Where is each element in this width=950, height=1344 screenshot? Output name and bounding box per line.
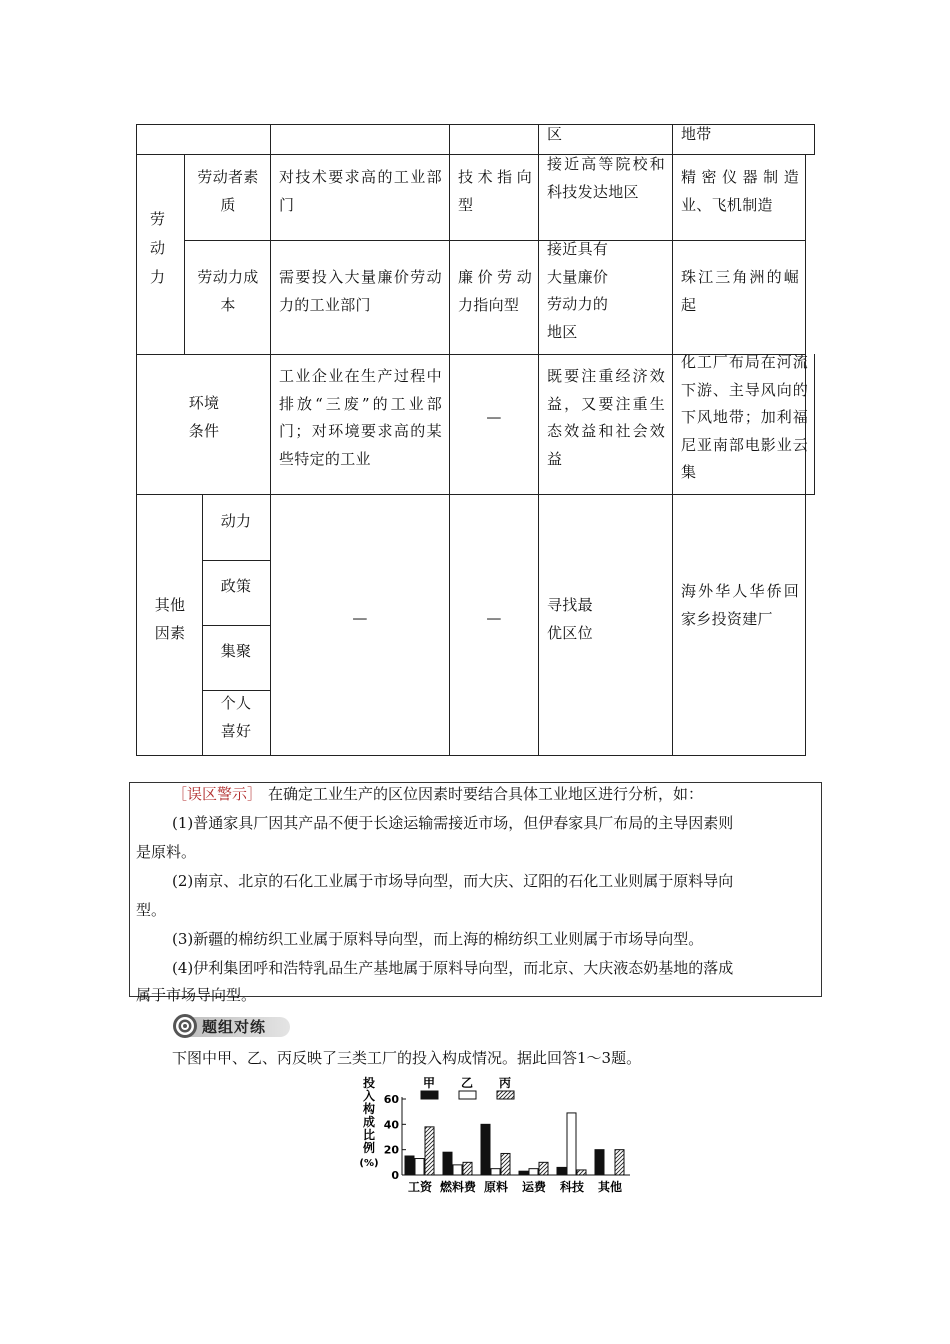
warning-item-4b: 属于市场导向型。 bbox=[136, 986, 257, 1004]
legend-label: 乙 bbox=[460, 1076, 474, 1090]
legend-label: 丙 bbox=[498, 1076, 512, 1090]
factor-labor-cost: 劳动力成本 bbox=[197, 268, 259, 314]
location-labor-cost-line2: 大量廉价 bbox=[547, 267, 609, 286]
group-other-line2: 因素 bbox=[154, 623, 186, 642]
factory-investment-chart bbox=[355, 1075, 645, 1200]
chart-legend bbox=[421, 1075, 514, 1099]
bar-乙-原料 bbox=[491, 1169, 500, 1175]
factor-other-preference-line2: 喜好 bbox=[220, 721, 252, 740]
y-axis-label bbox=[359, 1075, 378, 1169]
bar-乙-科技 bbox=[567, 1113, 576, 1175]
bar-甲-运费 bbox=[519, 1171, 528, 1175]
category-label: 运费 bbox=[521, 1180, 547, 1194]
factor-other-preference-line1: 个人 bbox=[220, 694, 252, 712]
warning-item-3: (3)新疆的棉纺织工业属于原料导向型，而上海的棉纺织工业则属于市场导向型。 bbox=[172, 930, 704, 948]
bar-丙-运费 bbox=[539, 1162, 548, 1175]
legend-label: 甲 bbox=[422, 1076, 436, 1090]
factor-other-policy: 政策 bbox=[220, 577, 252, 595]
y-label-char: 入 bbox=[362, 1089, 376, 1103]
warning-intro: 在确定工业生产的区位因素时要结合具体工业地区进行分析，如： bbox=[268, 785, 704, 803]
group-other-line1: 其他 bbox=[154, 596, 186, 614]
category-label: 科技 bbox=[559, 1180, 585, 1194]
section-title: 题组对练 bbox=[202, 1018, 267, 1036]
category-label: 工资 bbox=[407, 1180, 433, 1194]
category-label: 原料 bbox=[483, 1180, 509, 1194]
factor-environment bbox=[140, 390, 268, 445]
factor-environment-line1: 环境 bbox=[188, 394, 220, 412]
location-other-line2: 优区位 bbox=[547, 623, 593, 642]
location-labor-cost-line3: 劳动力的 bbox=[547, 295, 609, 313]
y-label-unit: (%) bbox=[359, 1158, 379, 1169]
category-label: 燃料费 bbox=[439, 1180, 477, 1194]
dept-labor-cost: 需要投入大量廉价劳动力的工业部门 bbox=[279, 268, 442, 314]
warning-label: ［误区警示］ bbox=[172, 785, 263, 803]
example-labor-quality: 精密仪器制造业、飞机制造 bbox=[681, 168, 799, 214]
legend-swatch bbox=[497, 1091, 514, 1099]
section-header bbox=[172, 1013, 292, 1039]
bar-丙-科技 bbox=[577, 1170, 586, 1175]
y-label-char: 投 bbox=[362, 1076, 376, 1090]
chart-bars bbox=[405, 1113, 624, 1175]
example-environment: 化工厂布局在河流下游、主导风向的下风地带；加利福尼亚南部电影业云集 bbox=[681, 353, 808, 481]
bar-甲-原料 bbox=[481, 1124, 490, 1175]
warning-item-4a: (4)伊利集团呼和浩特乳品生产基地属于原料导向型，而北京、大庆液态奶基地的落成 bbox=[172, 959, 734, 977]
bar-甲-科技 bbox=[557, 1167, 566, 1175]
bar-乙-运费 bbox=[529, 1169, 538, 1175]
bar-乙-燃料费 bbox=[453, 1165, 462, 1175]
y-tick-label: 20 bbox=[383, 1143, 399, 1157]
group-labor-label: 劳动力 bbox=[150, 210, 166, 286]
y-label-char: 例 bbox=[362, 1141, 376, 1155]
cell-row0-location: 区 bbox=[547, 125, 563, 143]
type-other: — bbox=[486, 609, 502, 627]
dept-labor-quality: 对技术要求高的工业部门 bbox=[279, 168, 442, 214]
y-label-char: 构 bbox=[362, 1102, 376, 1116]
factor-other-preference bbox=[204, 690, 268, 745]
bar-丙-燃料费 bbox=[463, 1162, 472, 1175]
factor-labor-quality: 劳动者素质 bbox=[197, 168, 259, 214]
dept-environment: 工业企业在生产过程中排放“三废”的工业部门；对环境要求高的某些特定的工业 bbox=[279, 367, 442, 468]
example-labor-cost: 珠江三角洲的崛起 bbox=[681, 268, 799, 314]
location-labor-cost bbox=[547, 236, 667, 346]
category-label: 其他 bbox=[597, 1180, 623, 1194]
factor-other-power: 动力 bbox=[220, 512, 252, 530]
legend-swatch bbox=[421, 1091, 438, 1099]
warning-item-2b: 型。 bbox=[136, 901, 167, 919]
example-other: 海外华人华侨回家乡投资建厂 bbox=[681, 582, 799, 628]
warning-item-1a: (1)普通家具厂因其产品不便于长途运输需接近市场，但伊春家具厂布局的主导因素则 bbox=[172, 814, 734, 832]
bar-甲-其他 bbox=[595, 1150, 604, 1175]
dept-other: — bbox=[352, 609, 368, 627]
warning-item-1b: 是原料。 bbox=[136, 843, 197, 861]
bar-甲-燃料费 bbox=[443, 1152, 452, 1175]
location-labor-cost-line1: 接近具有 bbox=[547, 240, 609, 258]
location-environment: 既要注重经济效益，又要注重生态效益和社会效益 bbox=[547, 367, 665, 468]
location-labor-quality: 接近高等院校和科技发达地区 bbox=[547, 155, 665, 201]
type-labor-cost: 廉价劳动力指向型 bbox=[458, 268, 532, 314]
factor-environment-line2: 条件 bbox=[188, 421, 220, 440]
bar-甲-工资 bbox=[405, 1156, 414, 1175]
location-labor-cost-line4: 地区 bbox=[547, 322, 578, 341]
y-tick-label: 40 bbox=[383, 1118, 399, 1132]
type-environment: — bbox=[486, 408, 502, 426]
bar-丙-原料 bbox=[501, 1153, 510, 1175]
y-axis-ticks bbox=[384, 1093, 406, 1182]
factor-other-agglomeration: 集聚 bbox=[220, 642, 252, 660]
y-label-char: 比 bbox=[362, 1128, 376, 1142]
location-other-line1: 寻找最 bbox=[547, 596, 593, 614]
cell-row0-example: 地带 bbox=[681, 125, 712, 143]
x-axis-categories bbox=[408, 1179, 622, 1194]
bar-丙-其他 bbox=[615, 1150, 624, 1175]
y-label-char: 成 bbox=[362, 1115, 376, 1129]
type-labor-quality: 技术指向型 bbox=[458, 168, 532, 214]
warning-intro-line bbox=[172, 780, 812, 809]
legend-swatch bbox=[459, 1091, 476, 1099]
warning-item-2a: (2)南京、北京的石化工业属于市场导向型，而大庆、辽阳的石化工业则属于原料导向 bbox=[172, 872, 734, 890]
question-intro: 下图中甲、乙、丙反映了三类工厂的投入构成情况。据此回答1～3题。 bbox=[172, 1049, 642, 1067]
y-tick-label: 0 bbox=[391, 1169, 399, 1182]
location-other bbox=[547, 592, 667, 647]
bar-丙-工资 bbox=[425, 1127, 434, 1175]
target-icon bbox=[172, 1013, 198, 1039]
y-tick-label: 60 bbox=[383, 1093, 399, 1106]
bar-乙-工资 bbox=[415, 1159, 424, 1175]
group-other-label bbox=[140, 592, 200, 647]
